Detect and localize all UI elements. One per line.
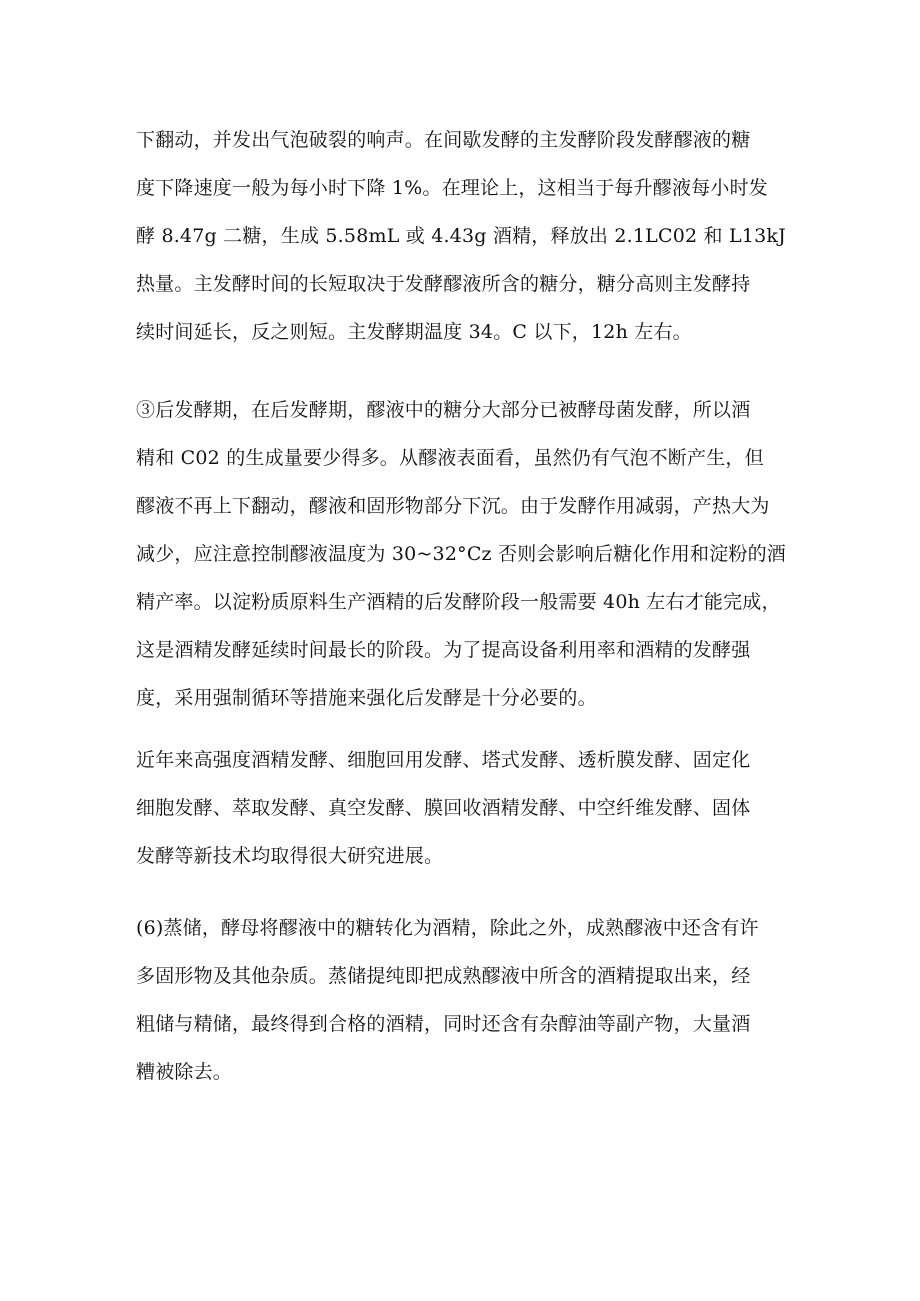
text-line: ③后发酵期，在后发酵期，醪液中的糖分大部分已被酵母菌发酵，所以酒: [136, 399, 751, 421]
text-line: 细胞发酵、萃取发酵、真空发酵、膜回收酒精发酵、中空纤维发酵、固体: [136, 797, 751, 819]
text-line: 粗储与精储，最终得到合格的酒精，同时还含有杂醇油等副产物，大量酒: [136, 1013, 751, 1035]
text-line: 度下降速度一般为每小时下降 1%。在理论上，这相当于每升醪液每小时发: [136, 177, 768, 199]
text-line: 精和 C02 的生成量要少得多。从醪液表面看，虽然仍有气泡不断产生，但: [136, 447, 764, 469]
text-line: 酵 8.47g 二糖，生成 5.58mL 或 4.43g 酒精，释放出 2.1LC02 和 L13kJ: [136, 225, 786, 247]
text-line: 近年来高强度酒精发酵、细胞回用发酵、塔式发酵、透析膜发酵、固定化: [136, 749, 751, 771]
text-line: 这是酒精发酵延续时间最长的阶段。为了提高设备利用率和酒精的发酵强: [136, 639, 751, 661]
text-line: 下翻动，并发出气泡破裂的响声。在间歇发酵的主发酵阶段发酵醪液的糖: [136, 129, 751, 151]
text-line: 醪液不再上下翻动，醪液和固形物部分下沉。由于发酵作用减弱，产热大为: [136, 495, 770, 517]
paragraph-new-technologies: [136, 736, 796, 880]
text-line: 减少，应注意控制醪液温度为 30~32°Cz 否则会影响后糖化作用和淀粉的酒: [136, 543, 787, 565]
text-line: 糟被除去。: [136, 1061, 233, 1083]
text-line: (6)蒸储，酵母将醪液中的糖转化为酒精，除此之外，成熟醪液中还含有许: [136, 917, 759, 939]
paragraph-distillation: [136, 904, 796, 1096]
text-line: 续时间延长，反之则短。主发酵期温度 34。C 以下，12h 左右。: [136, 321, 692, 343]
paragraph-main-fermentation: [136, 116, 796, 356]
paragraph-post-fermentation: [136, 386, 796, 722]
text-line: 多固形物及其他杂质。蒸储提纯即把成熟醪液中所含的酒精提取出来，经: [136, 965, 751, 987]
text-line: 精产率。以淀粉质原料生产酒精的后发酵阶段一般需要 40h 左右才能完成，: [136, 591, 781, 613]
text-line: 发酵等新技术均取得很大研究进展。: [136, 845, 444, 867]
text-line: 热量。主发酵时间的长短取决于发酵醪液所含的糖分，糖分高则主发酵持: [136, 273, 751, 295]
text-line: 度，采用强制循环等措施来强化后发酵是十分必要的。: [136, 687, 597, 709]
